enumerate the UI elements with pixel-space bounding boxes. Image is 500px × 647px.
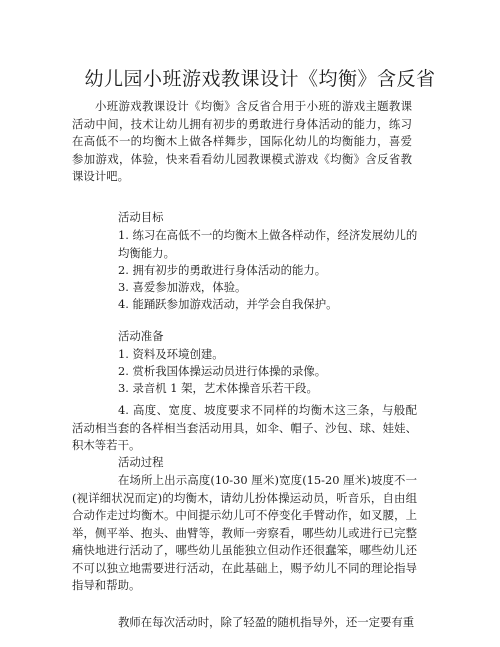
goal-item-3: 3. 喜爱参加游戏，体验。 (118, 280, 247, 294)
prep-item-3: 3. 录音机 1 架，艺术体操音乐若干段。 (118, 381, 318, 395)
goal-item-1-text: 1. 练习在高低不一的均衡木上做各样动作，经济发展幼儿的均衡能力。 (118, 228, 418, 260)
process-paragraph-2: 教师在每次活动时，除了轻盈的随机指导外，还一定要有重 (118, 615, 415, 629)
goal-item-2: 2. 拥有初步的勇敢进行身体活动的能力。 (118, 263, 327, 277)
prep-item-4: 4. 高度、宽度、坡度要求不同样的均衡木这三条，与般配活动相当套的各样相当套活动用具，如伞、帽子、沙包、球、娃娃、积木等若干。 (72, 403, 417, 452)
document-title: 幼儿园小班游戏教课设计《均衡》含反省 (84, 68, 436, 90)
process-paragraph-1: 在场所上出示高度(10-30 厘米)宽度(15-20 厘米)坡度不一(视详细状况而定)的均衡木，请幼儿扮体操运动员，听音乐，自由组合动作走过均衡木。中间提示幼儿可不停变化手臂动作，如叉腰，上举，侧平举、抱头、曲臂等，教师一旁察看，哪些幼儿或进行已完整痛快地进行活动了，哪些幼儿虽能独立但动作还很蠢笨，哪些幼儿还不可以独立地需要进行活动，在此基础上，赐予幼儿不同的理论指导指导和帮助。 (72, 473, 417, 592)
prep-heading: 活动准备 (118, 329, 164, 343)
goal-item-4: 4. 能踊跃参加游戏活动，并学会自我保护。 (118, 297, 338, 311)
process-heading: 活动过程 (118, 455, 164, 469)
goal-item-1 (118, 227, 418, 262)
intro-paragraph: 小班游戏教课设计《均衡》含反省合用于小班的游戏主题教课活动中间，技术让幼儿拥有初步的勇敢进行身体活动的能力，练习在高低不一的均衡木上做各样舞步，国际化幼儿的均衡能力，喜爱参加游戏，体验，快来看看幼儿园教课模式游戏《均衡》含反省教课设计吧。 (72, 99, 412, 183)
prep-item-2: 2. 赏析我国体操运动员进行体操的录像。 (118, 364, 327, 378)
goals-heading: 活动目标 (118, 210, 164, 224)
prep-item-1: 1. 资料及环境创建。 (118, 347, 224, 361)
